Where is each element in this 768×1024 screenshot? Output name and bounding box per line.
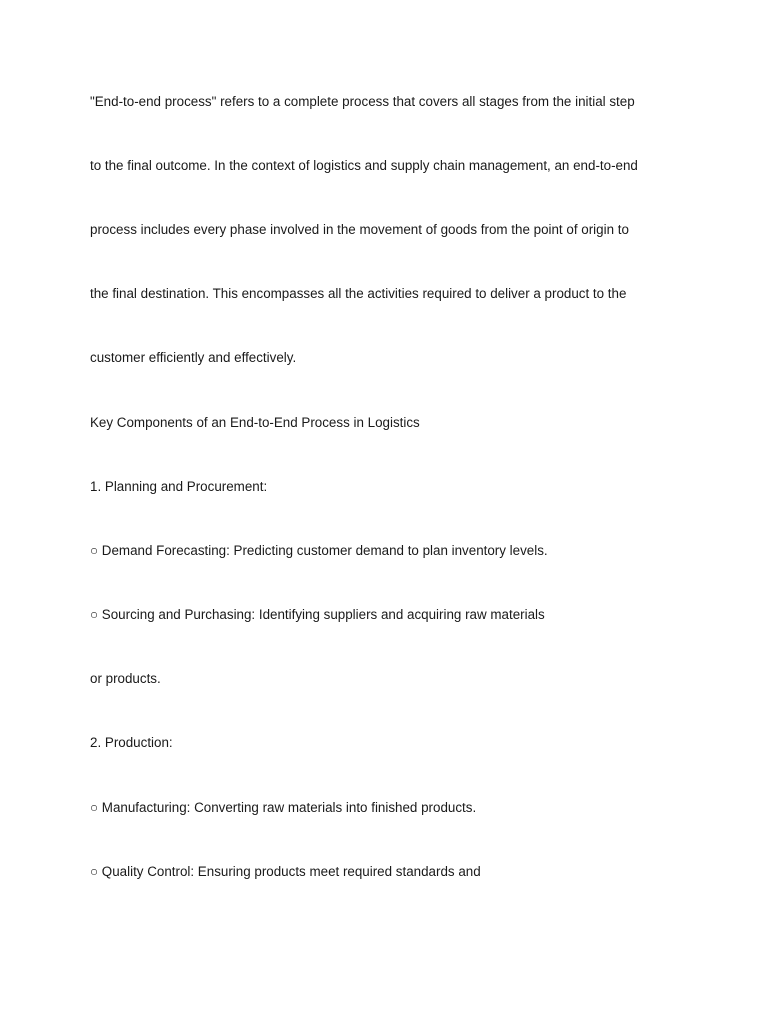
- paragraph-line: "End-to-end process" refers to a complete process that covers all stages from the initial step: [90, 94, 635, 109]
- list-item: ○ Manufacturing: Converting raw materials into finished products.: [90, 800, 477, 815]
- paragraph-line: customer efficiently and effectively.: [90, 350, 297, 365]
- paragraph-line: process includes every phase involved in the movement of goods from the point of origin to: [90, 222, 629, 237]
- paragraph-line: to the final outcome. In the context of logistics and supply chain management, an end-to-end: [90, 158, 638, 173]
- paragraph-line: the final destination. This encompasses all the activities required to deliver a product to the: [90, 286, 627, 301]
- list-item: ○ Sourcing and Purchasing: Identifying suppliers and acquiring raw materials: [90, 607, 545, 622]
- list-item-continuation: or products.: [90, 671, 161, 686]
- section-heading: Key Components of an End-to-End Process in Logistics: [90, 415, 420, 430]
- list-item: ○ Quality Control: Ensuring products meet required standards and: [90, 864, 481, 879]
- list-heading-planning: 1. Planning and Procurement:: [90, 479, 268, 494]
- list-heading-production: 2. Production:: [90, 735, 173, 750]
- list-item: ○ Demand Forecasting: Predicting customer demand to plan inventory levels.: [90, 543, 548, 558]
